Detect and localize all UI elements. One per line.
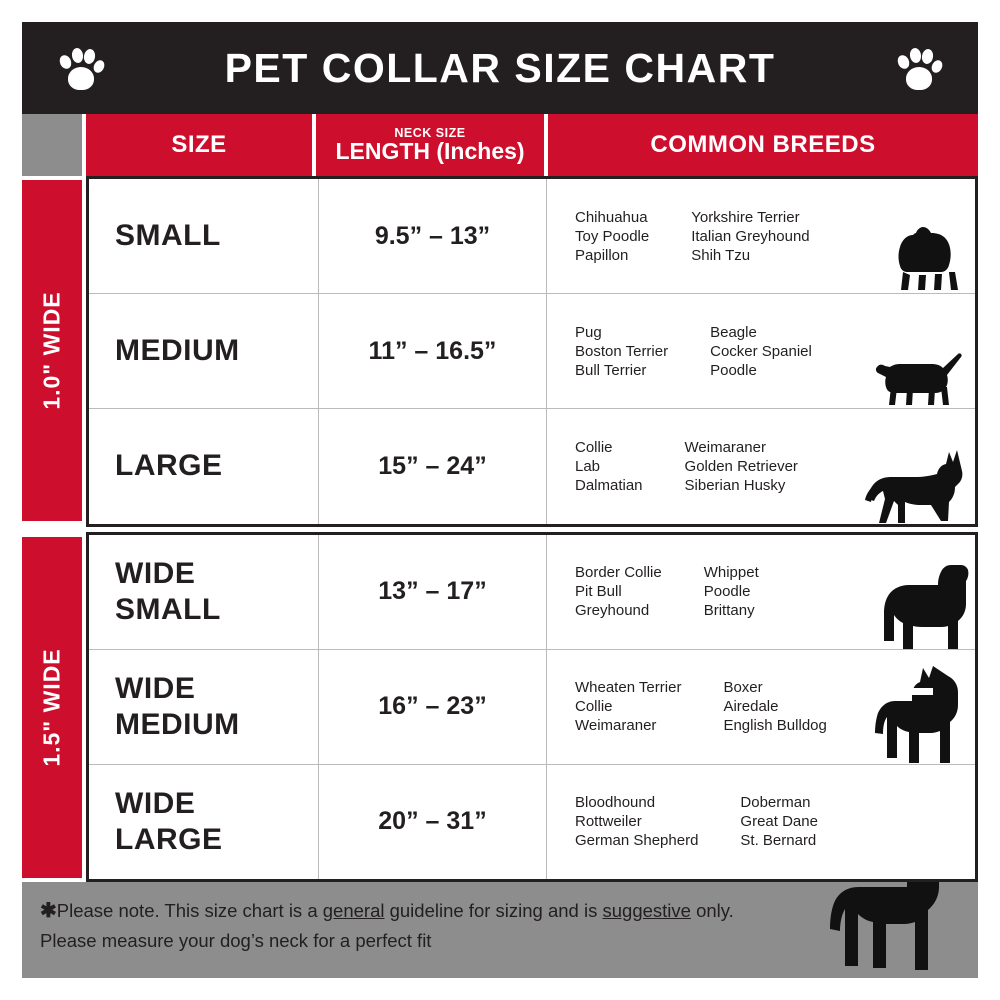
shepherd-silhouette-icon [861,440,971,524]
column-header-size: SIZE [86,114,316,176]
column-header-length-sublabel: NECK SIZE [394,125,466,140]
cell-length: 15” – 24” [319,409,547,523]
breeds-column-2: Boxer Airedale English Bulldog [723,679,827,735]
breeds-column-2: Doberman Great Dane St. Bernard [740,794,818,850]
chart-footer-note [22,882,978,978]
cell-size [89,294,319,408]
breeds-column-2: Whippet Poodle Brittany [703,564,759,620]
size-line-1: MEDIUM [115,334,240,368]
size-line-2: MEDIUM [115,707,240,741]
bulldog-silhouette-icon [875,557,971,649]
asterisk-icon: ✱ [40,900,57,922]
cell-length: 13” – 17” [319,535,547,649]
size-line-1: WIDE [115,556,196,590]
pomeranian-silhouette-icon [883,217,971,293]
breeds-column-1: Border Collie Pit Bull Greyhound [575,564,662,620]
cell-breeds [547,650,975,764]
doberman-silhouette-icon [810,882,960,978]
row-group-1-0-wide [86,176,978,527]
group-label-column [22,176,86,882]
footer-text-a: Please note. This size chart is a [56,900,323,921]
rows-area [86,176,978,882]
footer-line-2: Please measure your dog’s neck for a perfect fit [40,930,432,951]
cell-length: 20” – 31” [319,765,547,879]
column-header-length-main: LENGTH (Inches) [335,137,525,164]
footer-text-c: only. [690,900,734,921]
breeds-column-2: Weimaraner Golden Retriever Siberian Husky [684,438,798,494]
table-row [89,294,975,409]
group-label-text: 1.0" WIDE [38,291,65,410]
table-row [89,179,975,294]
cell-breeds [547,294,975,408]
paw-icon [892,41,946,95]
cell-size [89,535,319,649]
breeds-column-1: Chihuahua Toy Poodle Papillon [575,208,650,264]
table-row [89,535,975,650]
header-corner-cell [22,114,86,176]
group-label-text: 1.5" WIDE [38,648,65,767]
size-line-2: LARGE [115,822,223,856]
cell-length: 16” – 23” [319,650,547,764]
table-row [89,650,975,765]
size-line-1: WIDE [115,671,196,705]
size-table [22,114,978,882]
boxer-silhouette-icon [871,664,971,764]
cell-length: 11” – 16.5” [319,294,547,408]
breeds-column-1: Collie Lab Dalmatian [575,438,643,494]
table-row [89,765,975,879]
dachshund-silhouette-icon [871,336,971,408]
breeds-column-2: Beagle Cocker Spaniel Poodle [710,323,812,379]
cell-size [89,765,319,879]
table-row [89,409,975,523]
footer-underline-general: general [322,900,385,921]
paw-icon [54,41,108,95]
column-header-breeds: COMMON BREEDS [548,114,978,176]
size-line-2: SMALL [115,592,221,626]
size-line-1: SMALL [115,219,221,253]
size-line-1: LARGE [115,449,223,483]
breeds-column-1: Wheaten Terrier Collie Weimaraner [575,679,682,735]
group-label-1-5-wide [22,533,82,882]
cell-breeds [547,535,975,649]
column-header-length [316,114,548,176]
breeds-column-1: Bloodhound Rottweiler German Shepherd [575,794,699,850]
pet-collar-size-chart [22,22,978,978]
chart-header [22,22,978,114]
row-group-1-5-wide [86,532,978,883]
cell-length: 9.5” – 13” [319,179,547,293]
breeds-column-1: Pug Boston Terrier Bull Terrier [575,323,669,379]
cell-size [89,650,319,764]
cell-breeds [547,409,975,523]
cell-breeds [547,765,975,879]
page-title: PET COLLAR SIZE CHART [224,44,776,91]
size-line-1: WIDE [115,786,196,820]
table-body [22,176,978,882]
table-header-row [22,114,978,176]
breeds-column-2: Yorkshire Terrier Italian Greyhound Shih Tzu [691,208,810,264]
footer-text-b: guideline for sizing and is [384,900,603,921]
cell-size [89,179,319,293]
cell-breeds [547,179,975,293]
cell-size [89,409,319,523]
footer-underline-suggestive: suggestive [602,900,691,921]
group-label-1-0-wide [22,176,82,525]
